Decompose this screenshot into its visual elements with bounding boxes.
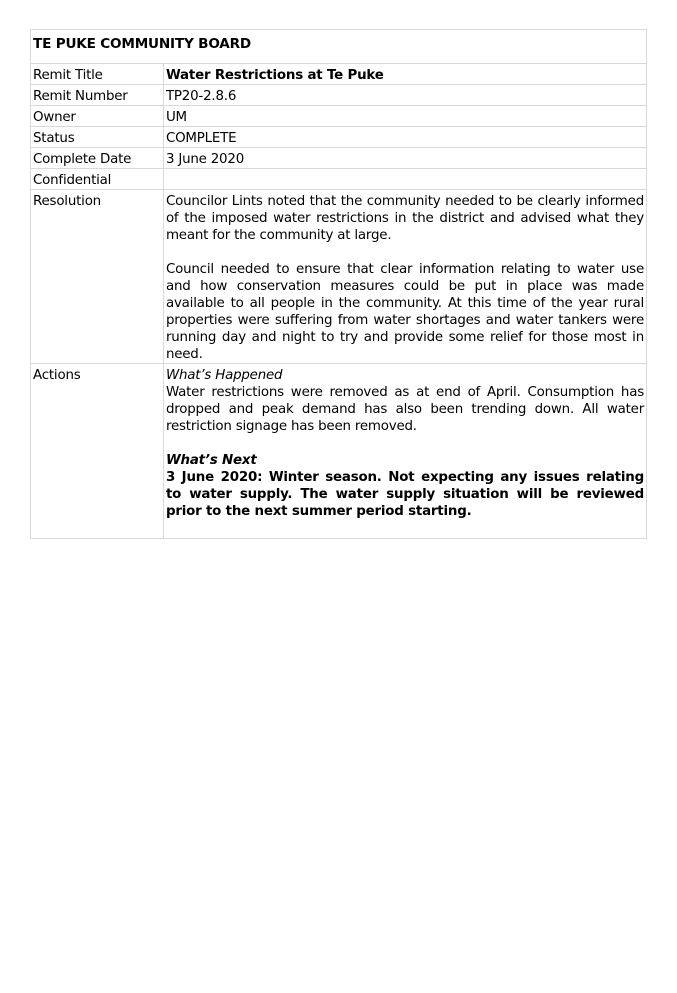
- complete-date-value: 3 June 2020: [163, 148, 646, 169]
- table-row: [31, 85, 647, 106]
- table-row: [31, 127, 647, 148]
- actions-value: [163, 364, 646, 539]
- resolution-paragraph-2: Council needed to ensure that clear information relating to water use and how conservation measures could be put in place was made available to all people in the community. At this time of the year rural properties were suffering from water shortages and water tankers were running day and night to try and provide some relief for those most in need.: [165, 262, 644, 362]
- remit-title-value: Water Restrictions at Te Puke: [163, 64, 646, 85]
- whats-happened-heading: What’s Happened: [165, 368, 283, 383]
- resolution-paragraph-1: Councilor Lints noted that the community needed to be clearly informed of the imposed water restrictions in the district and advised what they meant for the community at large.: [165, 194, 644, 243]
- status-label: Status: [31, 127, 164, 148]
- resolution-value: [163, 190, 646, 364]
- header-row: [31, 30, 647, 64]
- whats-next-heading: What’s Next: [165, 453, 257, 468]
- complete-date-label: Complete Date: [31, 148, 164, 169]
- board-title: TE PUKE COMMUNITY BOARD: [31, 30, 647, 64]
- actions-label: Actions: [31, 364, 164, 539]
- whats-next-text: 3 June 2020: Winter season. Not expecting any issues relating to water supply. The water supply situation will be reviewed prior to the next summer period starting.: [165, 470, 644, 519]
- table-row: [31, 106, 647, 127]
- whats-next-block: [166, 452, 644, 520]
- remit-number-value: TP20-2.8.6: [163, 85, 646, 106]
- confidential-label: Confidential: [31, 169, 164, 190]
- status-value: COMPLETE: [163, 127, 646, 148]
- owner-label: Owner: [31, 106, 164, 127]
- table-row: [31, 64, 647, 85]
- confidential-value: [163, 169, 646, 190]
- remit-table: [30, 29, 647, 539]
- owner-value: UM: [163, 106, 646, 127]
- table-row: [31, 148, 647, 169]
- table-row: [31, 190, 647, 364]
- remit-number-label: Remit Number: [31, 85, 164, 106]
- remit-title-label: Remit Title: [31, 64, 164, 85]
- resolution-label: Resolution: [31, 190, 164, 364]
- table-row: [31, 364, 647, 539]
- table-row: [31, 169, 647, 190]
- whats-happened-text: Water restrictions were removed as at end of April. Consumption has dropped and peak demand has also been trending down. All water restriction signage has been removed.: [165, 385, 644, 434]
